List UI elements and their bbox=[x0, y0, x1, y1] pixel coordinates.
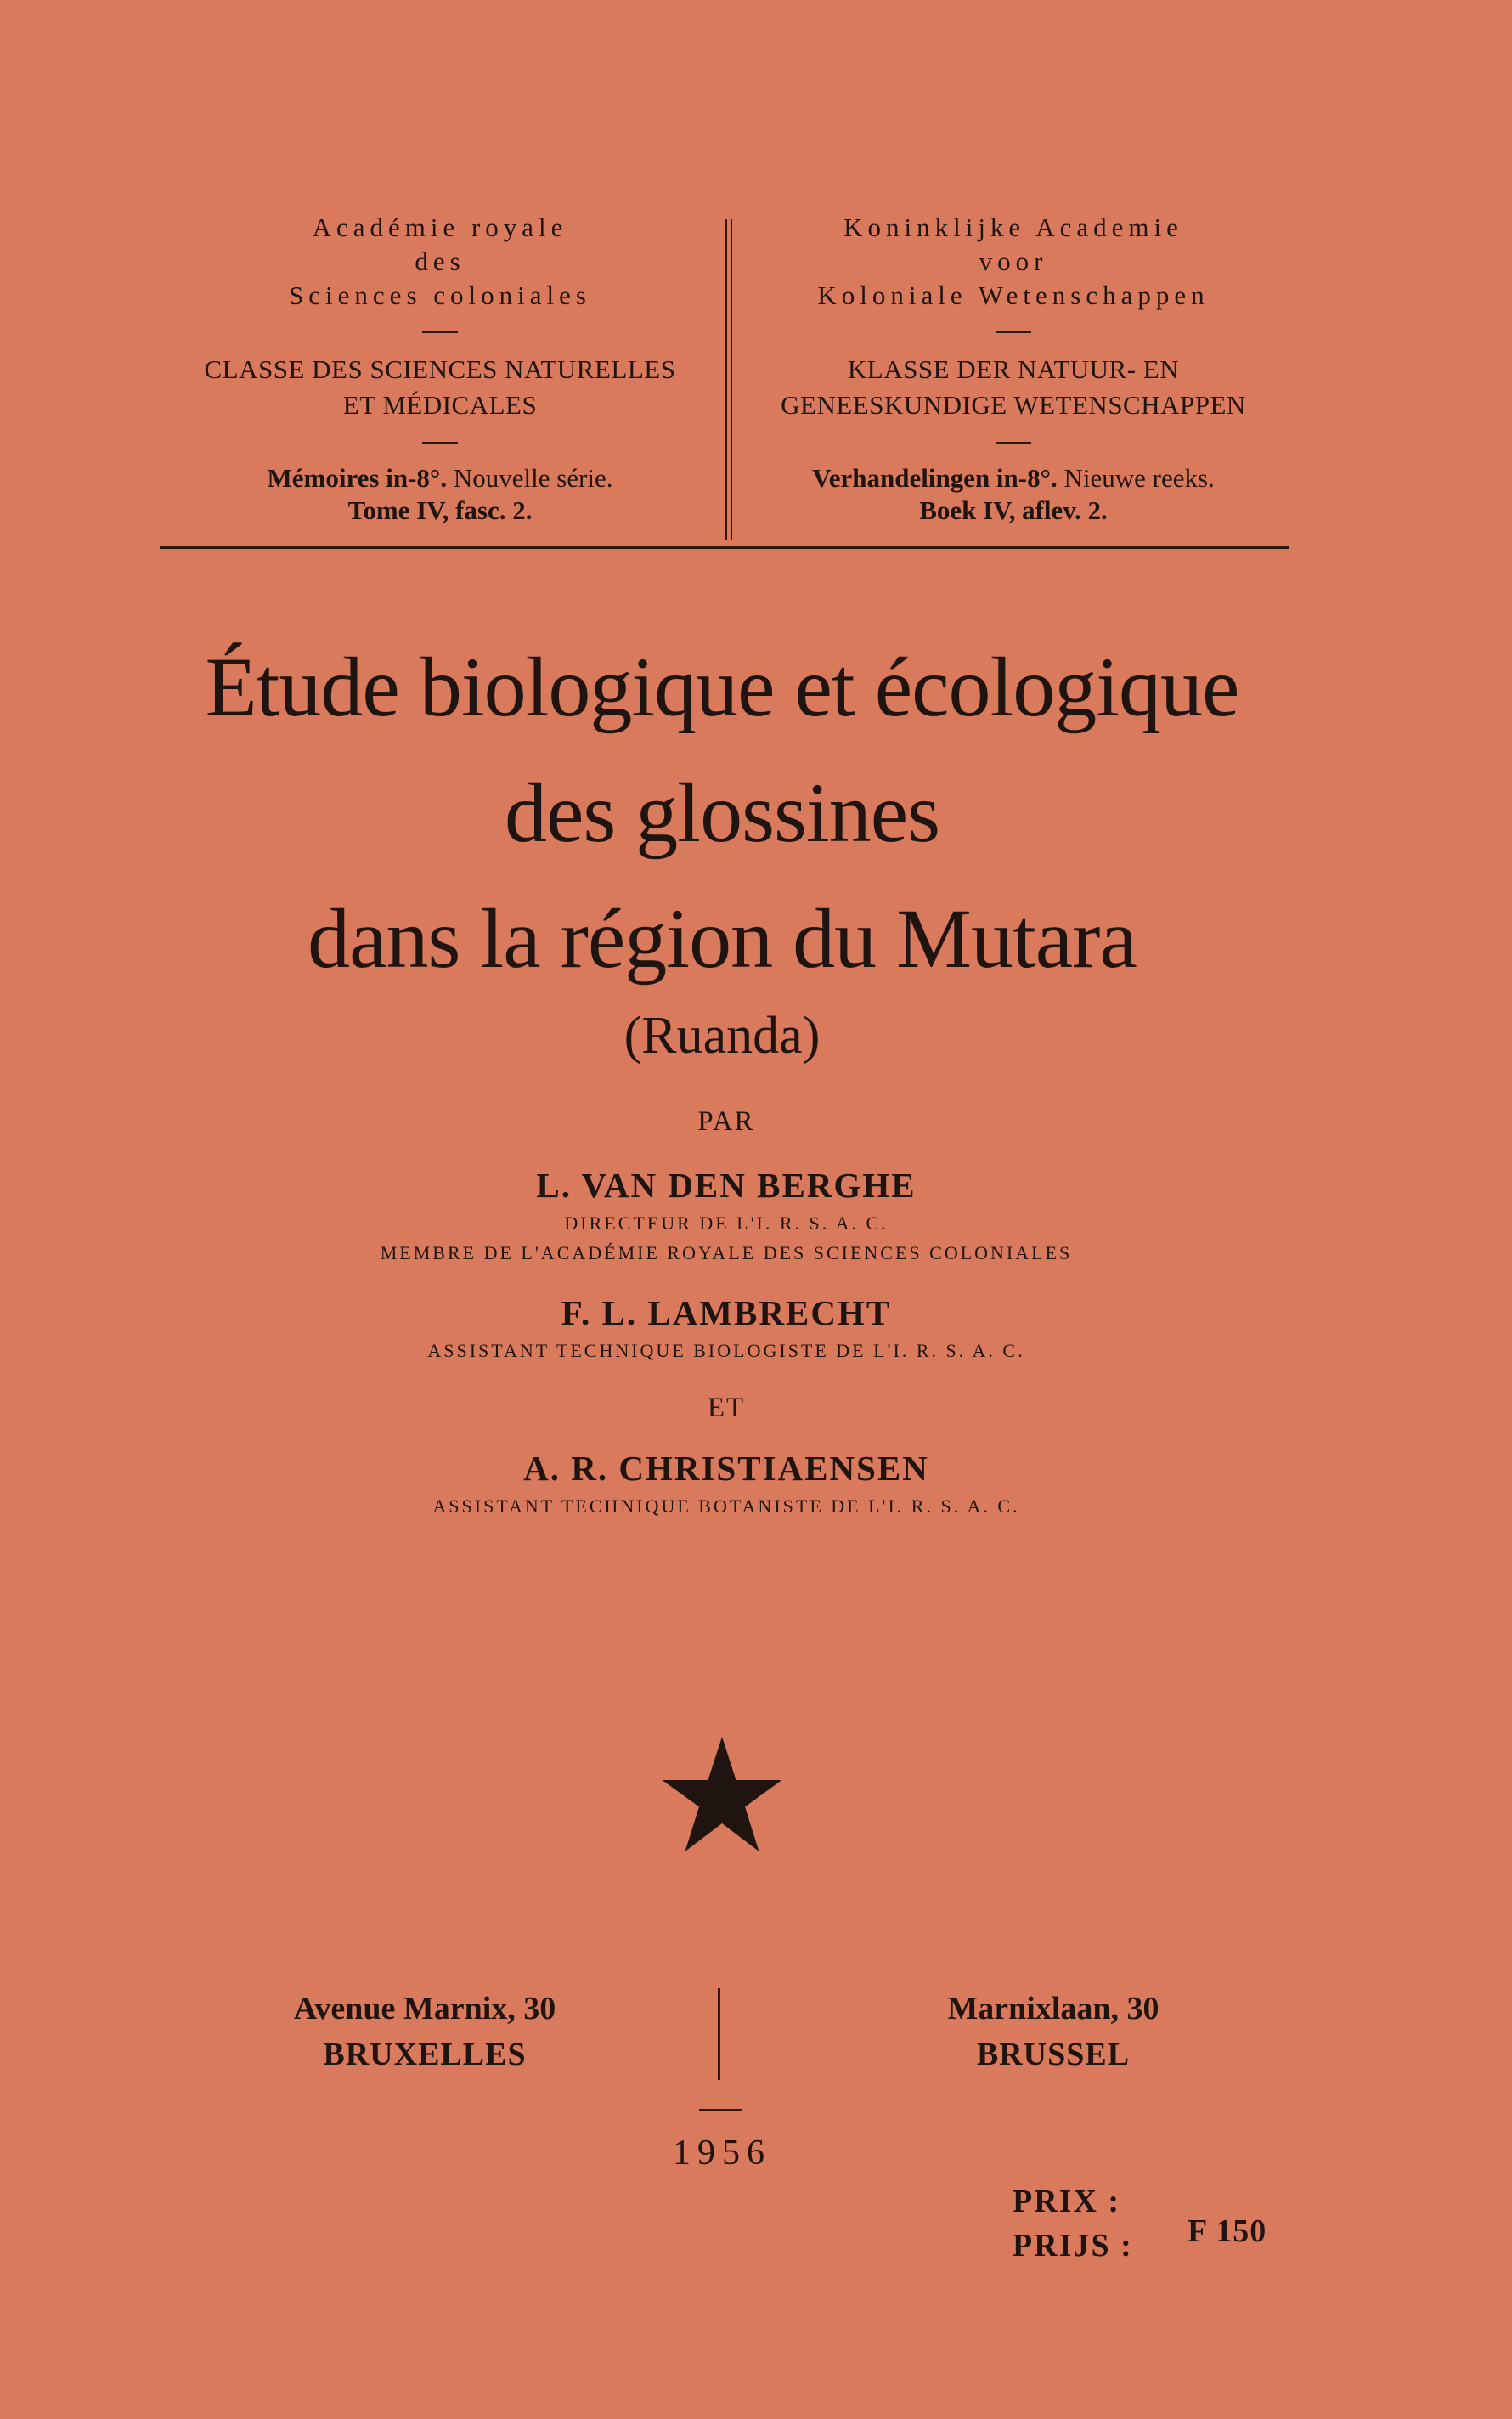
academy-name-nl-line3: Koloniale Wetenschappen bbox=[817, 280, 1210, 310]
classe-fr-line2: ET MÉDICALES bbox=[342, 390, 538, 420]
address-nl-city: BRUSSEL bbox=[976, 2037, 1131, 2072]
author-2-name: F. L. LAMBRECHT bbox=[561, 1293, 892, 1332]
author-1-affiliation-2: MEMBRE DE L'ACADÉMIE ROYALE DES SCIENCES COLONIALES bbox=[380, 1242, 1073, 1263]
address-fr-street: Avenue Marnix, 30 bbox=[293, 1991, 556, 2026]
header-dash-fr-2 bbox=[422, 442, 458, 444]
authors-block bbox=[161, 1105, 1291, 1521]
price-value: F 150 bbox=[1188, 2213, 1267, 2249]
address-nl bbox=[815, 1987, 1291, 2078]
volume-nl bbox=[737, 495, 1289, 527]
publication-year: 1956 bbox=[673, 2134, 771, 2173]
series-fr-bold: Mémoires in-8°. bbox=[267, 463, 448, 493]
header-dash-fr-1 bbox=[422, 331, 458, 333]
classe-nl-line1: KLASSE DER NATUUR- EN bbox=[847, 354, 1180, 384]
series-fr bbox=[160, 462, 720, 495]
academy-name-fr-line2: des bbox=[415, 246, 465, 276]
volume-fr bbox=[160, 495, 720, 527]
series-fr-rest: Nouvelle série. bbox=[447, 463, 613, 493]
title-block bbox=[85, 625, 1359, 1070]
price-labels bbox=[1013, 2179, 1182, 2268]
author-2-affiliation: ASSISTANT TECHNIQUE BIOLOGISTE DE L'I. R. S. A. C. bbox=[427, 1340, 1025, 1361]
header-dash-nl-2 bbox=[996, 442, 1031, 444]
volume-nl-text: Boek IV, aflev. 2. bbox=[919, 495, 1108, 525]
header-french-column bbox=[160, 211, 720, 527]
classe-nl-line2: GENEESKUNDIGE WETENSCHAPPEN bbox=[781, 390, 1246, 420]
by-label: PAR bbox=[697, 1106, 755, 1137]
academy-name-nl-line2: voor bbox=[979, 246, 1048, 276]
header-dash-nl-1 bbox=[996, 331, 1031, 333]
title-line-1: Étude biologique et écologique bbox=[205, 640, 1239, 734]
volume-fr-text: Tome IV, fasc. 2. bbox=[347, 495, 533, 525]
address-nl-street: Marnixlaan, 30 bbox=[947, 1991, 1159, 2026]
author-1-affiliation-1: DIRECTEUR DE L'I. R. S. A. C. bbox=[564, 1212, 889, 1234]
footer-divider bbox=[718, 1988, 720, 2080]
academy-name-fr-line1: Académie royale bbox=[312, 212, 568, 242]
academy-name-fr-line3: Sciences coloniales bbox=[289, 280, 591, 310]
header-rule bbox=[160, 546, 1289, 549]
footer-dash bbox=[699, 2109, 742, 2111]
academy-name-nl-line1: Koninklijke Academie bbox=[843, 212, 1183, 242]
classe-fr-line1: CLASSE DES SCIENCES NATURELLES bbox=[204, 354, 676, 384]
title-line-2: des glossines bbox=[505, 766, 939, 860]
address-fr bbox=[187, 1987, 663, 2078]
and-label: ET bbox=[707, 1393, 746, 1423]
author-3-affiliation: ASSISTANT TECHNIQUE BOTANISTE DE L'I. R. S. A. C. bbox=[432, 1495, 1020, 1517]
header-double-divider bbox=[725, 219, 732, 540]
subtitle: (Ruanda) bbox=[623, 1007, 821, 1065]
address-fr-city: BRUXELLES bbox=[323, 2037, 527, 2072]
title-line-3: dans la région du Mutara bbox=[307, 891, 1137, 986]
price-label-nl: PRIJS : bbox=[1013, 2228, 1133, 2264]
author-3-name: A. R. CHRISTIAENSEN bbox=[523, 1449, 929, 1488]
header-dutch-column bbox=[737, 211, 1289, 527]
price-label-fr: PRIX : bbox=[1013, 2184, 1121, 2219]
star-icon bbox=[658, 1732, 786, 1859]
author-1-name: L. VAN DEN BERGHE bbox=[536, 1166, 917, 1205]
cover-header bbox=[160, 211, 1289, 542]
series-nl-rest: Nieuwe reeks. bbox=[1057, 463, 1215, 493]
series-nl bbox=[737, 462, 1289, 495]
series-nl-bold: Verhandelingen in-8°. bbox=[812, 463, 1058, 493]
